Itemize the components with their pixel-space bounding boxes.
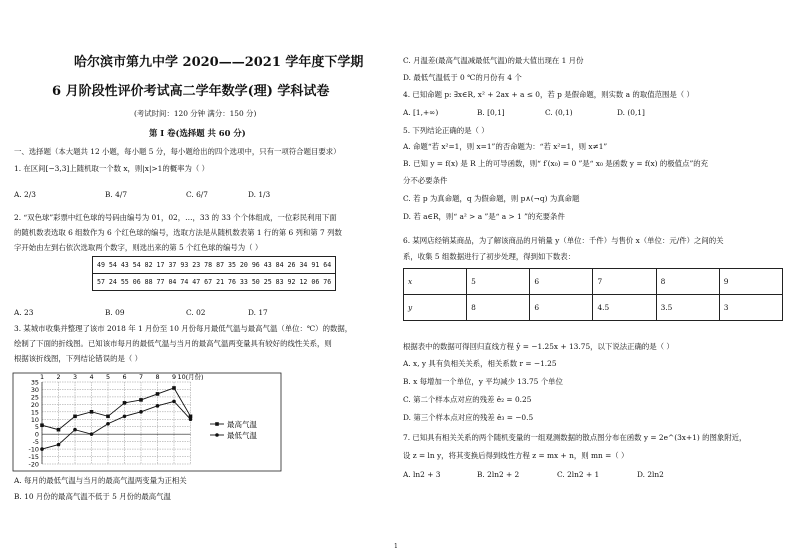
q7-option-d: D. 2ln2 xyxy=(637,470,664,479)
data-point xyxy=(172,386,176,390)
q7-line1: 7. 已知具有相关关系的两个随机变量的一组观测数据的散点图分布在函数 y = 2e^(3x+1) 的图象附近， xyxy=(403,433,747,442)
random-number-cell: 57 24 55 06 88 77 04 74 47 67 21 76 33 50 25 83 92 12 06 76 xyxy=(93,274,336,291)
q2-option-d: D. 17 xyxy=(248,308,268,317)
q4-option-c: C. (0,1) xyxy=(545,108,573,117)
q4-option-b: B. [0,1] xyxy=(477,108,505,117)
data-point xyxy=(106,414,110,418)
y-tick-label: -20 xyxy=(28,460,39,469)
y-tick-label: 25 xyxy=(30,393,39,402)
q6-option-d: D. 第三个样本点对应的残差 ê₃ = −0.5 xyxy=(403,413,534,422)
q6-line1: 6. 某网店经销某商品，为了解该商品的月销量 y（单位：千件）与售价 x（单位：元/件）之间的关 xyxy=(403,236,724,245)
y-tick-label: 35 xyxy=(30,378,39,387)
data-point xyxy=(123,414,127,418)
q5-stem: 5. 下列结论正确的是（ ） xyxy=(403,126,489,135)
q1-option-b: B. 4/7 xyxy=(105,190,128,199)
q6-line3: 根据表中的数据可得回归直线方程 ŷ = −1.25x + 13.75，以下说法正确的是（ ） xyxy=(403,342,674,351)
q3-option-d: D. 最低气温低于 0 ℃的月份有 4 个 xyxy=(403,73,522,82)
random-number-row xyxy=(93,257,336,274)
random-number-cell: 49 54 43 54 82 17 37 93 23 78 87 35 20 96 43 84 26 34 91 64 xyxy=(93,257,336,274)
x-tick-label: 9 xyxy=(171,373,177,381)
q2-option-c: C. 02 xyxy=(186,308,206,317)
table-cell: 9 xyxy=(719,269,782,295)
section1-intro: 一、选择题（本大题共 12 小题，每小题 5 分，每小题给出的四个选项中，只有一项符合题目要求） xyxy=(14,147,341,156)
data-point xyxy=(123,401,127,405)
table-cell: 8 xyxy=(656,269,719,295)
data-point xyxy=(40,447,44,451)
q4-option-d: D. (0,1] xyxy=(617,108,645,117)
q3-option-b: B. 10 月份的最高气温不低于 5 月份的最高气温 xyxy=(14,492,171,501)
q2-option-b: B. 09 xyxy=(105,308,125,317)
q5-option-d: D. 若 a∈R，则“ a² > a ”是“ a > 1 ”的充要条件 xyxy=(403,212,565,221)
y-tick-label: -5 xyxy=(32,438,39,447)
y-tick-label: 0 xyxy=(34,430,39,439)
x-tick-label: 5 xyxy=(105,373,111,381)
q5-option-b-line2: 分不必要条件 xyxy=(403,176,448,185)
q7-option-a: A. ln2 + 3 xyxy=(403,470,441,479)
data-point xyxy=(57,443,61,447)
table-cell: 5 xyxy=(467,269,530,295)
exam-info: (考试时间：120 分钟 满分：150 分) xyxy=(134,109,257,118)
q7-line2: 设 z = ln y，将其变换后得到线性方程 z = mx + n，则 mn =（ ） xyxy=(403,451,629,460)
y-tick-label: 15 xyxy=(30,408,39,417)
data-point xyxy=(172,400,176,404)
y-tick-label: 10 xyxy=(30,415,39,424)
q2-line2: 的随机数表选取 6 组数作为 6 个红色球的编号，选取方法是从随机数表第 1 行的第 6 列和第 7 列数 xyxy=(14,228,342,237)
data-point xyxy=(73,414,77,418)
table-cell: 7 xyxy=(593,269,656,295)
table-cell: 3 xyxy=(719,295,782,321)
legend-label: 最高气温 xyxy=(227,420,257,429)
x-tick-label: 8 xyxy=(155,373,160,381)
part-title: 第 Ⅰ 卷(选择题 共 60 分) xyxy=(149,128,246,138)
q5-option-b-line1: B. 已知 y = f(x) 是 R 上的可导函数，则“ f′(x₀) = 0 ”是“ x₀ 是函数 y = f(x) 的极值点”的充 xyxy=(403,159,709,168)
data-point xyxy=(189,417,193,421)
random-number-table xyxy=(92,256,336,291)
random-number-row xyxy=(93,274,336,291)
q5-option-a: A. 命题“若 x²=1，则 x=1”的否命题为：“若 x²=1，则 x≠1” xyxy=(403,142,608,151)
table-cell: 8 xyxy=(467,295,530,321)
x-tick-label: 2 xyxy=(56,373,61,381)
q6-option-b: B. x 每增加一个单位，y 平均减少 13.75 个单位 xyxy=(403,377,563,386)
q3-option-c: C. 月温差(最高气温减最低气温)的最大值出现在 1 月份 xyxy=(403,56,584,65)
q3-line2: 绘制了下面的折线图。已知该市每月的最低气温与当月的最高气温两变量具有较好的线性关系，则 xyxy=(14,339,332,348)
temperature-line-chart xyxy=(12,372,282,472)
q6-option-a: A. x, y 具有负相关关系，相关系数 r = −1.25 xyxy=(403,359,557,368)
q3-option-a: A. 每月的最低气温与当月的最高气温两变量为正相关 xyxy=(14,476,187,485)
table-cell: 3.5 xyxy=(656,295,719,321)
y-tick-label: -10 xyxy=(28,445,39,454)
q2-line1: 2. “双色球”彩票中红色球的号码由编号为 01，02，…，33 的 33 个个体组成，一位彩民利用下面 xyxy=(14,213,337,222)
x-tick-label: 1 xyxy=(39,373,45,381)
data-point xyxy=(90,432,94,436)
series-line-max xyxy=(42,388,191,430)
data-point xyxy=(156,392,160,396)
q5-option-c: C. 若 p 为真命题，q 为假命题，则 p∧(¬q) 为真命题 xyxy=(403,194,580,203)
y-tick-label: 20 xyxy=(30,400,39,409)
table-cell: 6 xyxy=(530,269,593,295)
y-tick-label: 5 xyxy=(34,423,39,432)
x-tick-label: 4 xyxy=(89,373,94,381)
q7-option-c: C. 2ln2 + 1 xyxy=(557,470,600,479)
data-point xyxy=(57,428,61,432)
chart-legend xyxy=(210,419,257,440)
table-cell: 4.5 xyxy=(593,295,656,321)
legend-marker xyxy=(215,422,219,426)
q1-stem: 1. 在区间[−3,3]上随机取一个数 x，则|x|>1的概率为（ ） xyxy=(14,164,210,173)
data-point xyxy=(156,404,160,408)
table-cell: x xyxy=(404,269,467,295)
chart-grid xyxy=(42,382,191,464)
exam-title-line1: 哈尔滨市第九中学 2020——2021 学年度下学期 xyxy=(74,55,364,70)
legend-marker xyxy=(215,433,219,437)
table-cell: 6 xyxy=(530,295,593,321)
y-tick-label: 30 xyxy=(30,385,39,394)
legend-label: 最低气温 xyxy=(227,431,257,440)
x-tick-label: 10(月份) xyxy=(177,373,204,381)
q1-option-d: D. 1/3 xyxy=(248,190,271,199)
table-row xyxy=(404,295,783,321)
q6-data-table xyxy=(403,268,783,321)
q2-line3: 字开始由左到右依次选取两个数字，则选出来的第 5 个红色球的编号为（ ） xyxy=(14,243,263,252)
q7-option-b: B. 2ln2 + 2 xyxy=(477,470,520,479)
x-tick-label: 6 xyxy=(122,373,127,381)
q6-line2: 系，收集 5 组数据进行了初步处理，得到如下数表： xyxy=(403,252,575,261)
data-point xyxy=(139,410,143,414)
data-point xyxy=(139,398,143,402)
q4-stem: 4. 已知命题 p: ∃x∈R, x² + 2ax + a ≤ 0，若 p 是假命题，则实数 a 的取值范围是（ ） xyxy=(403,90,694,99)
q1-option-a: A. 2/3 xyxy=(14,190,36,199)
table-cell: y xyxy=(404,295,467,321)
page-number: 1 xyxy=(394,543,398,550)
q1-option-c: C. 6/7 xyxy=(186,190,208,199)
table-row xyxy=(404,269,783,295)
q4-option-a: A. [1,+∞) xyxy=(403,108,439,117)
x-tick-label: 7 xyxy=(138,373,144,381)
q3-line1: 3. 某城市收集并整理了该市 2018 年 1 月份至 10 月份每月最低气温与最高气温（单位：℃）的数据， xyxy=(14,324,353,333)
q2-option-a: A. 23 xyxy=(14,308,34,317)
data-point xyxy=(106,422,110,426)
exam-title-line2: 6 月阶段性评价考试高二学年数学(理) 学科试卷 xyxy=(52,84,330,99)
q6-option-c: C. 第二个样本点对应的残差 ê₂ = 0.25 xyxy=(403,395,532,404)
data-point xyxy=(90,410,94,414)
chart-series xyxy=(40,386,192,451)
y-tick-label: -15 xyxy=(28,453,39,462)
x-tick-label: 3 xyxy=(72,373,78,381)
data-point xyxy=(40,423,44,427)
q3-line3: 根据该折线图，下列结论错误的是（ ） xyxy=(14,354,142,363)
data-point xyxy=(73,428,77,432)
